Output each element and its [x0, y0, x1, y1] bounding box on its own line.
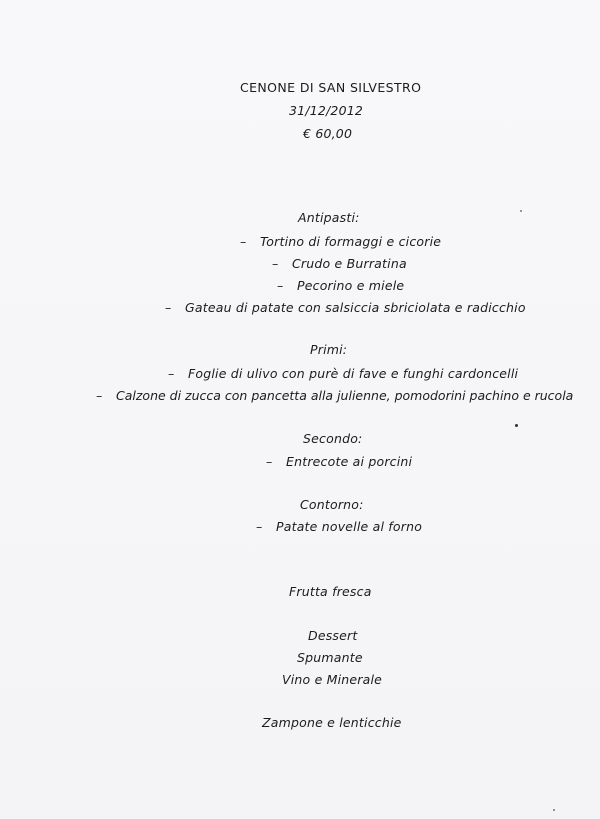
secondo-heading: Secondo:: [303, 431, 363, 446]
menu-title: CENONE DI SAN SILVESTRO: [240, 80, 422, 95]
menu-date: 31/12/2012: [289, 103, 364, 118]
contorno-heading: Contorno:: [300, 497, 364, 512]
antipasti-item: [277, 278, 404, 293]
spumante-line: Spumante: [297, 650, 363, 665]
bullet-dash: –: [240, 234, 247, 249]
antipasti-item: [165, 300, 526, 315]
bullet-dash: –: [256, 519, 263, 534]
scan-speck: [520, 210, 522, 212]
bullet-dash: –: [165, 300, 172, 315]
bullet-dash: –: [272, 256, 279, 271]
primi-item: [168, 366, 518, 381]
primi-item: [96, 388, 573, 403]
bullet-dash: –: [96, 388, 103, 403]
bullet-dash: –: [277, 278, 284, 293]
frutta-line: Frutta fresca: [289, 584, 372, 599]
zampone-line: Zampone e lenticchie: [262, 715, 402, 730]
dish-text: Tortino di formaggi e cicorie: [260, 234, 442, 249]
secondo-item: [266, 454, 412, 469]
antipasti-heading: Antipasti:: [298, 210, 360, 225]
contorno-item: [256, 519, 422, 534]
vino-line: Vino e Minerale: [282, 672, 383, 687]
scan-speck: [553, 809, 555, 811]
dish-text: Pecorino e miele: [297, 278, 405, 293]
dish-text: Foglie di ulivo con purè di fave e funghi cardoncelli: [188, 366, 519, 381]
dish-text: Calzone di zucca con pancetta alla julienne, pomodorini pachino e rucola: [116, 388, 574, 403]
menu-price: € 60,00: [303, 126, 353, 141]
dish-text: Crudo e Burratina: [292, 256, 407, 271]
dish-text: Patate novelle al forno: [276, 519, 423, 534]
dish-text: Gateau di patate con salsiccia sbriciolata e radicchio: [185, 300, 526, 315]
scan-speck: [515, 424, 518, 427]
bullet-dash: –: [266, 454, 273, 469]
bullet-dash: –: [168, 366, 175, 381]
dessert-line: Dessert: [308, 628, 358, 643]
antipasti-item: [240, 234, 441, 249]
primi-heading: Primi:: [310, 342, 348, 357]
dish-text: Entrecote ai porcini: [286, 454, 413, 469]
antipasti-item: [272, 256, 407, 271]
